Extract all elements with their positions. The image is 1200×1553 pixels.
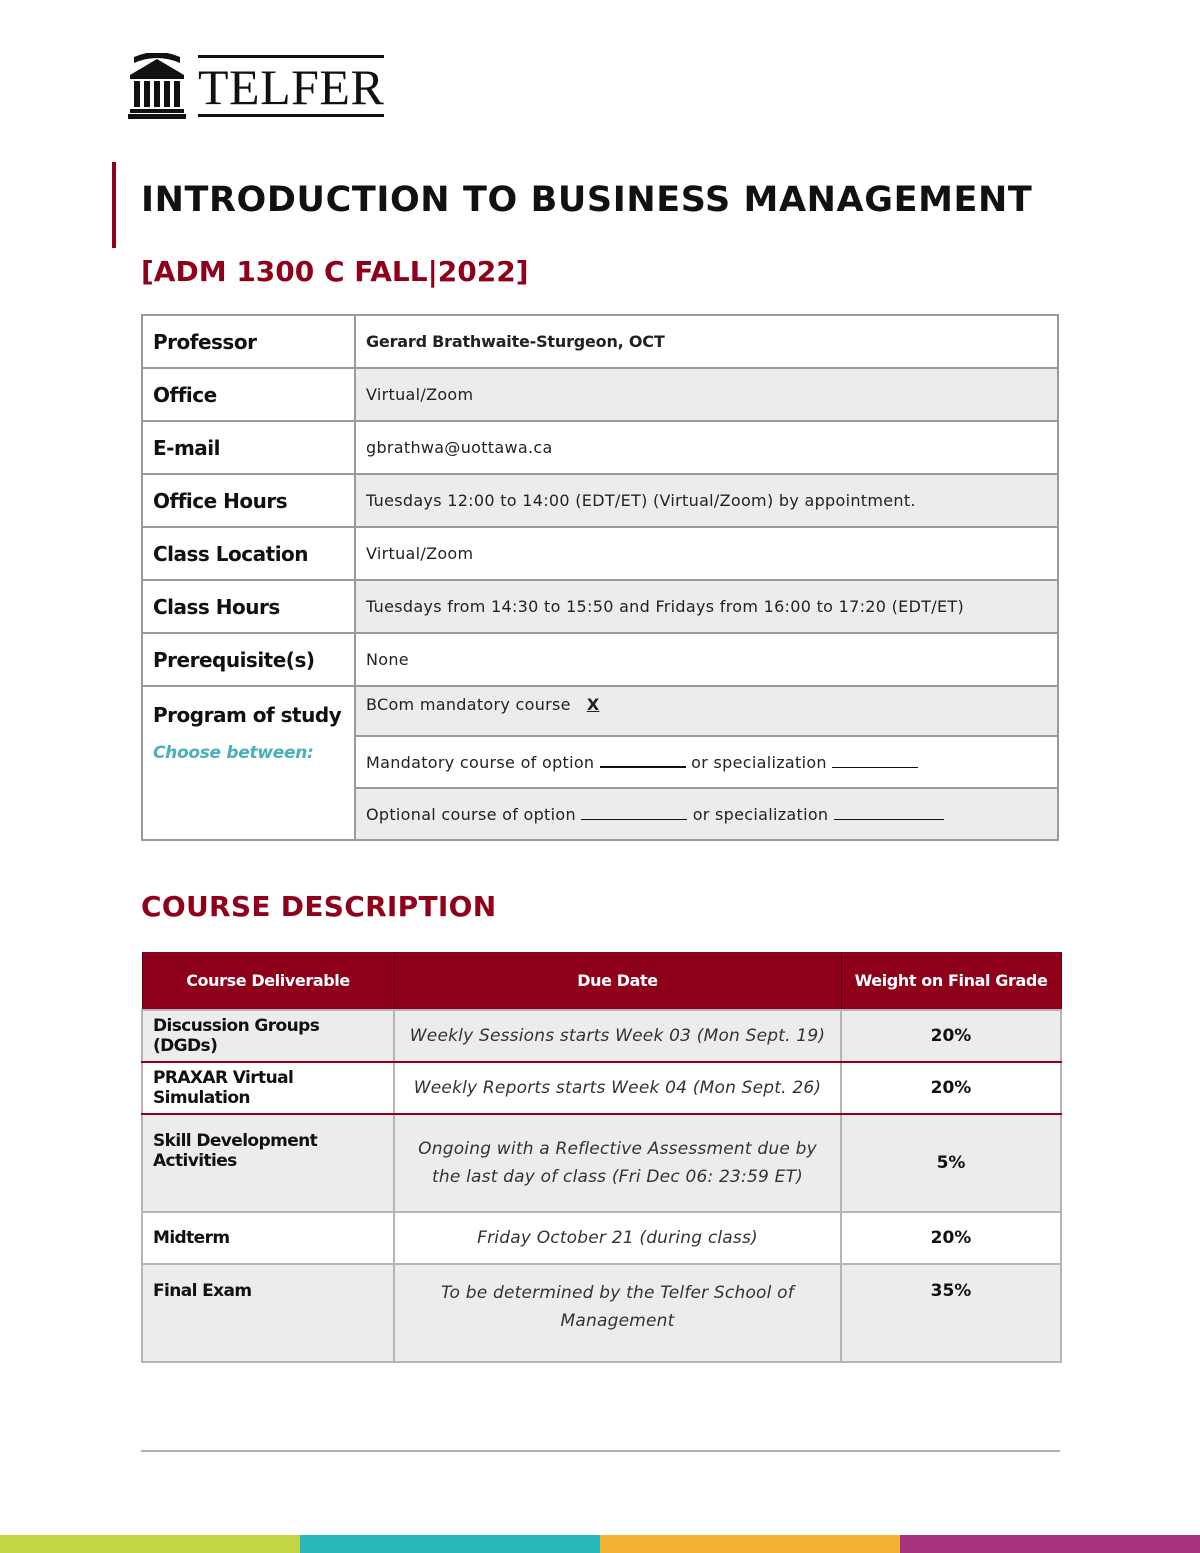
- choose-between-hint: Choose between:: [153, 743, 314, 763]
- brand-color-bar: [0, 1535, 1200, 1553]
- option-blank: [581, 805, 687, 820]
- info-label: E-mail: [142, 421, 355, 474]
- table-row: [142, 1212, 1061, 1264]
- selected-mark: X: [586, 695, 600, 714]
- office-value: Virtual/Zoom: [355, 368, 1058, 421]
- mandatory-course-text: BCom mandatory course: [366, 695, 571, 714]
- page-title: INTRODUCTION TO BUSINESS MANAGEMENT: [141, 180, 1033, 220]
- due-date-cell: Friday October 21 (during class): [394, 1212, 841, 1264]
- program-label-cell: [142, 686, 355, 840]
- option-optional-text: Optional course of option: [366, 804, 576, 824]
- course-code: [ADM 1300 C FALL|2022]: [141, 255, 529, 288]
- option-or-text: or specialization: [691, 753, 827, 772]
- color-bar-segment: [600, 1535, 900, 1553]
- info-label: Class Hours: [142, 580, 355, 633]
- info-label: Professor: [142, 315, 355, 368]
- info-label: Office Hours: [142, 474, 355, 527]
- deliverable-cell: Final Exam: [142, 1264, 394, 1362]
- program-option-optional: [355, 788, 1058, 840]
- table-row: [142, 1264, 1061, 1362]
- option-mandatory-text: Mandatory course of option: [366, 753, 595, 772]
- info-row-email: [142, 421, 1058, 474]
- weight-cell: 20%: [841, 1212, 1061, 1264]
- table-row: [142, 1114, 1061, 1212]
- deliverable-cell: Midterm: [142, 1212, 394, 1264]
- title-accent-bar: [112, 162, 116, 248]
- footer-divider: [141, 1450, 1060, 1452]
- info-label: Office: [142, 368, 355, 421]
- option-blank: [600, 752, 686, 768]
- course-info-table: [141, 314, 1059, 841]
- deliverable-cell: PRAXAR Virtual Simulation: [142, 1062, 394, 1114]
- weight-cell: 20%: [841, 1062, 1061, 1114]
- info-row-prerequisites: [142, 633, 1058, 686]
- due-date-cell: Ongoing with a Reflective Assessment due by the last day of class (Fri Dec 06: 23:59 ET): [394, 1114, 841, 1212]
- color-bar-segment: [0, 1535, 300, 1553]
- info-row-class-location: [142, 527, 1058, 580]
- info-row-office: [142, 368, 1058, 421]
- due-date-cell: Weekly Sessions starts Week 03 (Mon Sept. 19): [394, 1010, 841, 1062]
- info-label: Program of study: [153, 703, 342, 727]
- specialization-blank: [834, 805, 944, 820]
- email-link[interactable]: gbrathwa@uottawa.ca: [355, 421, 1058, 474]
- info-label: Prerequisite(s): [142, 633, 355, 686]
- color-bar-segment: [300, 1535, 600, 1553]
- building-icon: [128, 53, 186, 119]
- due-date-cell: Weekly Reports starts Week 04 (Mon Sept. 26): [394, 1062, 841, 1114]
- info-row-professor: [142, 315, 1058, 368]
- class-hours-value: Tuesdays from 14:30 to 15:50 and Fridays from 16:00 to 17:20 (EDT/ET): [355, 580, 1058, 633]
- column-header: Due Date: [394, 952, 841, 1010]
- program-option-mandatory: [355, 736, 1058, 788]
- program-mandatory: [355, 686, 1058, 736]
- column-header: Weight on Final Grade: [841, 952, 1061, 1010]
- table-header-row: [142, 952, 1061, 1010]
- section-title-course-description: COURSE DESCRIPTION: [141, 890, 497, 923]
- table-row: [142, 1010, 1061, 1062]
- office-hours-value: Tuesdays 12:00 to 14:00 (EDT/ET) (Virtual/Zoom) by appointment.: [355, 474, 1058, 527]
- prerequisites-value: None: [355, 633, 1058, 686]
- weight-cell: 20%: [841, 1010, 1061, 1062]
- due-date-cell: To be determined by the Telfer School of Management: [394, 1264, 841, 1362]
- table-row: [142, 1062, 1061, 1114]
- professor-name: Gerard Brathwaite-Sturgeon, OCT: [355, 315, 1058, 368]
- info-row-class-hours: [142, 580, 1058, 633]
- option-or-text: or specialization: [692, 804, 829, 824]
- logo-wordmark: TELFER: [198, 55, 384, 117]
- info-row-office-hours: [142, 474, 1058, 527]
- deliverables-table: [141, 952, 1062, 1363]
- telfer-logo: [128, 52, 384, 120]
- color-bar-segment: [900, 1535, 1200, 1553]
- specialization-blank: [832, 753, 918, 768]
- column-header: Course Deliverable: [142, 952, 394, 1010]
- class-location-value: Virtual/Zoom: [355, 527, 1058, 580]
- info-label: Class Location: [142, 527, 355, 580]
- info-row-program: [142, 686, 1058, 736]
- deliverable-cell: Skill Development Activities: [142, 1114, 394, 1212]
- weight-cell: 5%: [841, 1114, 1061, 1212]
- deliverable-cell: Discussion Groups (DGDs): [142, 1010, 394, 1062]
- weight-cell: 35%: [841, 1264, 1061, 1362]
